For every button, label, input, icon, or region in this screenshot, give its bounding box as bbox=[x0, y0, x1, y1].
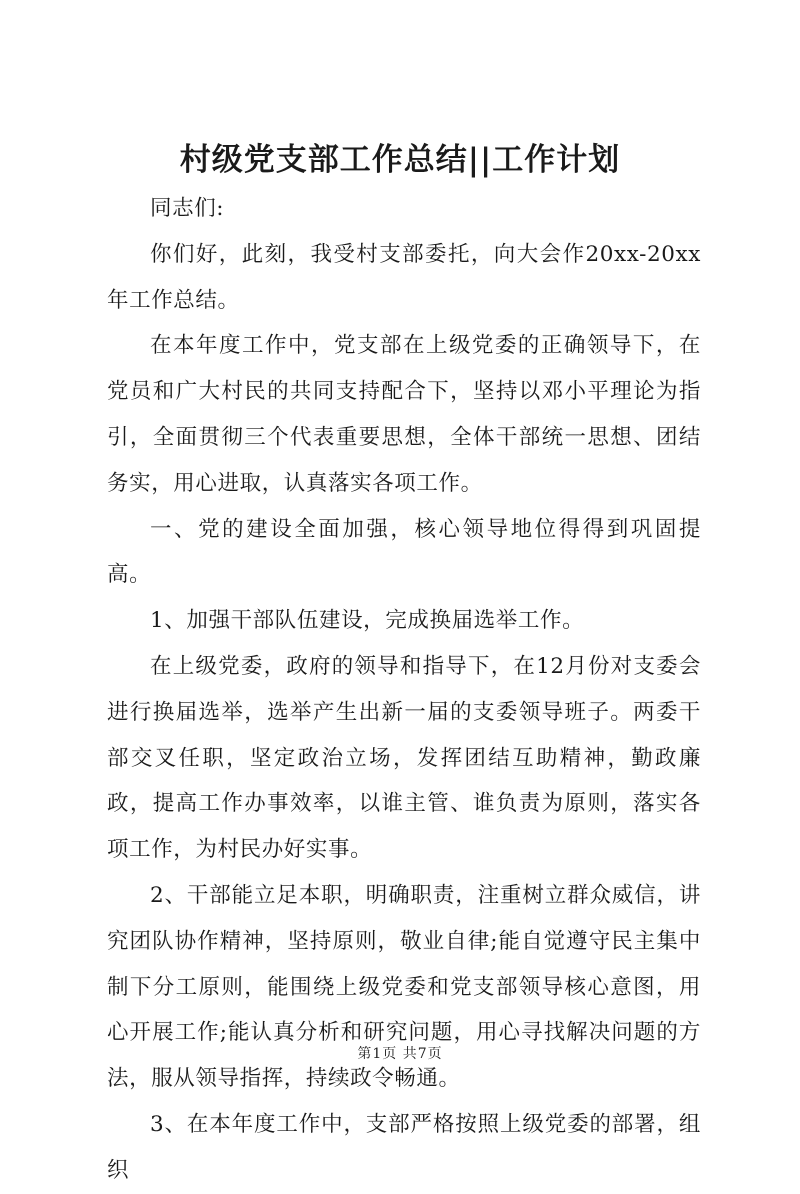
subsection-heading-1: 1、加强干部队伍建设，完成换届选举工作。 bbox=[150, 608, 585, 634]
page-footer: 第1页 共7页 bbox=[357, 1046, 443, 1062]
paragraph-point-3: 3、在本年度工作中，支部严格按照上级党委的部署，组织 bbox=[107, 1111, 701, 1183]
document-title: 村级党支部工作总结||工作计划 bbox=[179, 142, 621, 178]
paragraph-cadre-duties: 2、干部能立足本职，明确职责，注重树立群众威信，讲究团队协作精神，坚持原则，敬业自律;能自觉遵守民主集中制下分工原则，能围绕上级党委和党支部领导核心意图，用心开展工作;能认真分析和研究问题，用心寻找解决问题的方法，服从领导指挥，持续政令畅通。 bbox=[107, 882, 701, 1092]
paragraph-salutation: 同志们: bbox=[150, 196, 225, 221]
section-heading-1: 一、党的建设全面加强，核心领导地位得得到巩固提高。 bbox=[107, 516, 701, 588]
paragraph-election: 在上级党委，政府的领导和指导下，在12月份对支委会进行换届选举，选举产生出新一届的支委领导班子。两委干部交叉任职，坚定政治立场，发挥团结互助精神，勤政廉政，提高工作办事效率，以谁主管、谁负责为原则，落实各项工作，为村民办好实事。 bbox=[107, 653, 701, 863]
paragraph-greeting: 你们好，此刻，我受村支部委托，向大会作20xx-20xx年工作总结。 bbox=[107, 241, 701, 313]
paragraph-intro: 在本年度工作中，党支部在上级党委的正确领导下，在党员和广大村民的共同支持配合下，坚持以邓小平理论为指引，全面贯彻三个代表重要思想，全体干部统一思想、团结务实，用心进取，认真落实各项工作。 bbox=[107, 333, 701, 496]
